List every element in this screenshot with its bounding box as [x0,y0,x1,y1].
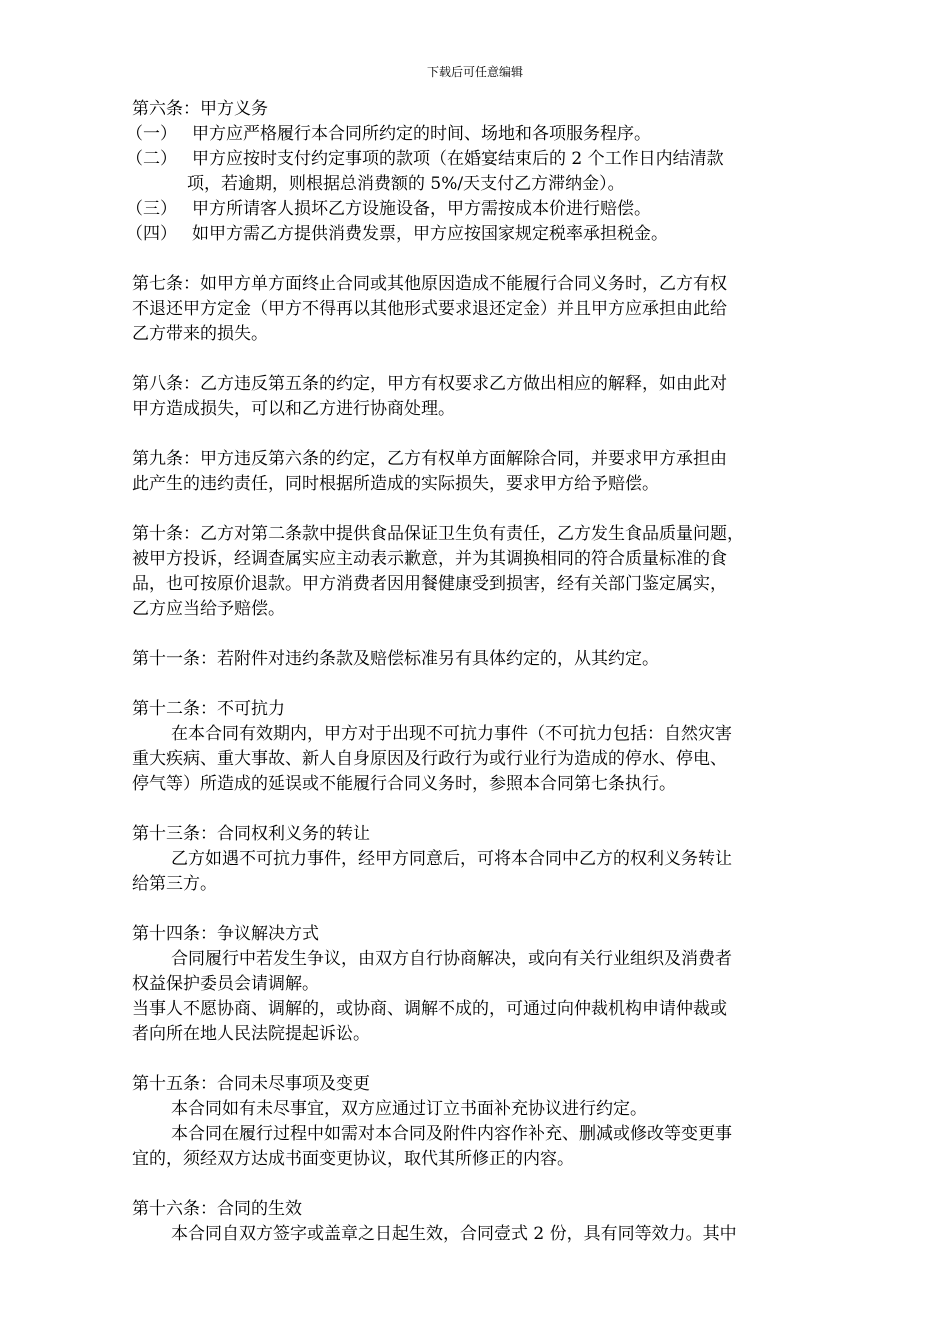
article-14-line-4: 者向所在地人民法院提起诉讼。 [132,1024,370,1044]
article-12-line-3: 停气等）所造成的延误或不能履行合同义务时，参照本合同第七条执行。 [132,774,676,794]
item-number: （二） [126,149,177,169]
article-12-line-1: 在本合同有效期内，甲方对于出现不可抗力事件（不可抗力包括：自然灾害 [171,724,732,744]
article-15-line-1: 本合同如有未尽事宜，双方应通过订立书面补充协议进行约定。 [171,1099,647,1119]
article-14-line-2: 权益保护委员会请调解。 [132,974,319,994]
article-7-line-2: 不退还甲方定金（甲方不得再以其他形式要求退还定金）并且甲方应承担由此给 [132,299,727,319]
item-text: 甲方所请客人损坏乙方设施设备，甲方需按成本价进行赔偿。 [192,199,651,219]
article-14-line-1: 合同履行中若发生争议，由双方自行协商解决，或向有关行业组织及消费者 [171,949,732,969]
article-15-title: 第十五条：合同未尽事项及变更 [132,1074,370,1094]
article-12-line-2: 重大疾病、重大事故、新人自身原因及行政行为或行业行为造成的停水、停电、 [132,749,727,769]
article-11-line-1: 第十一条：若附件对违约条款及赔偿标准另有具体约定的，从其约定。 [132,649,659,669]
document-body [126,97,822,1247]
article-10-line-1: 第十条：乙方对第二条款中提供食品保证卫生负有责任，乙方发生食品质量问题， [132,524,744,544]
article-15-line-3: 宜的，须经双方达成书面变更协议，取代其所修正的内容。 [132,1149,574,1169]
article-7-line-3: 乙方带来的损失。 [132,324,268,344]
item-text: 如甲方需乙方提供消费发票，甲方应按国家规定税率承担税金。 [192,224,668,244]
article-12-title: 第十二条：不可抗力 [132,699,285,719]
item-text: 甲方应严格履行本合同所约定的时间、场地和各项服务程序。 [192,124,651,144]
article-6-item-1 [126,122,822,147]
article-10-line-4: 乙方应当给予赔偿。 [132,599,285,619]
item-text: 甲方应按时支付约定事项的款项（在婚宴结束后的 2 个工作日内结清款 [192,149,724,169]
article-6-item-3 [126,197,822,222]
item-number: （三） [126,199,177,219]
article-6-item-2-continuation: 项，若逾期，则根据总消费额的 5%/天支付乙方滞纳金）。 [187,174,625,194]
article-6-title: 第六条：甲方义务 [132,99,268,119]
article-6-item-2 [126,147,822,172]
article-15-line-2: 本合同在履行过程中如需对本合同及附件内容作补充、删减或修改等变更事 [171,1124,732,1144]
item-number: （四） [126,224,177,244]
article-9-line-1: 第九条：甲方违反第六条的约定，乙方有权单方面解除合同，并要求甲方承担由 [132,449,727,469]
article-8-line-2: 甲方造成损失，可以和乙方进行协商处理。 [132,399,455,419]
article-13-line-1: 乙方如遇不可抗力事件，经甲方同意后，可将本合同中乙方的权利义务转让 [171,849,732,869]
article-16-line-1: 本合同自双方签字或盖章之日起生效，合同壹式 2 份，具有同等效力。其中 [171,1224,737,1244]
article-14-title: 第十四条：争议解决方式 [132,924,319,944]
article-10-line-2: 被甲方投诉，经调查属实应主动表示歉意，并为其调换相同的符合质量标准的食 [132,549,727,569]
article-14-line-3: 当事人不愿协商、调解的，或协商、调解不成的，可通过向仲裁机构申请仲裁或 [132,999,727,1019]
article-9-line-2: 此产生的违约责任，同时根据所造成的实际损失，要求甲方给予赔偿。 [132,474,659,494]
article-10-line-3: 品，也可按原价退款。甲方消费者因用餐健康受到损害，经有关部门鉴定属实， [132,574,727,594]
article-16-title: 第十六条：合同的生效 [132,1199,302,1219]
article-6-item-4 [126,222,822,247]
article-13-title: 第十三条：合同权利义务的转让 [132,824,370,844]
article-8-line-1: 第八条：乙方违反第五条的约定，甲方有权要求乙方做出相应的解释，如由此对 [132,374,727,394]
article-13-line-2: 给第三方。 [132,874,217,894]
item-number: （一） [126,124,177,144]
article-7-line-1: 第七条：如甲方单方面终止合同或其他原因造成不能履行合同义务时，乙方有权 [132,274,727,294]
page-header: 下载后可任意编辑 [426,65,523,79]
